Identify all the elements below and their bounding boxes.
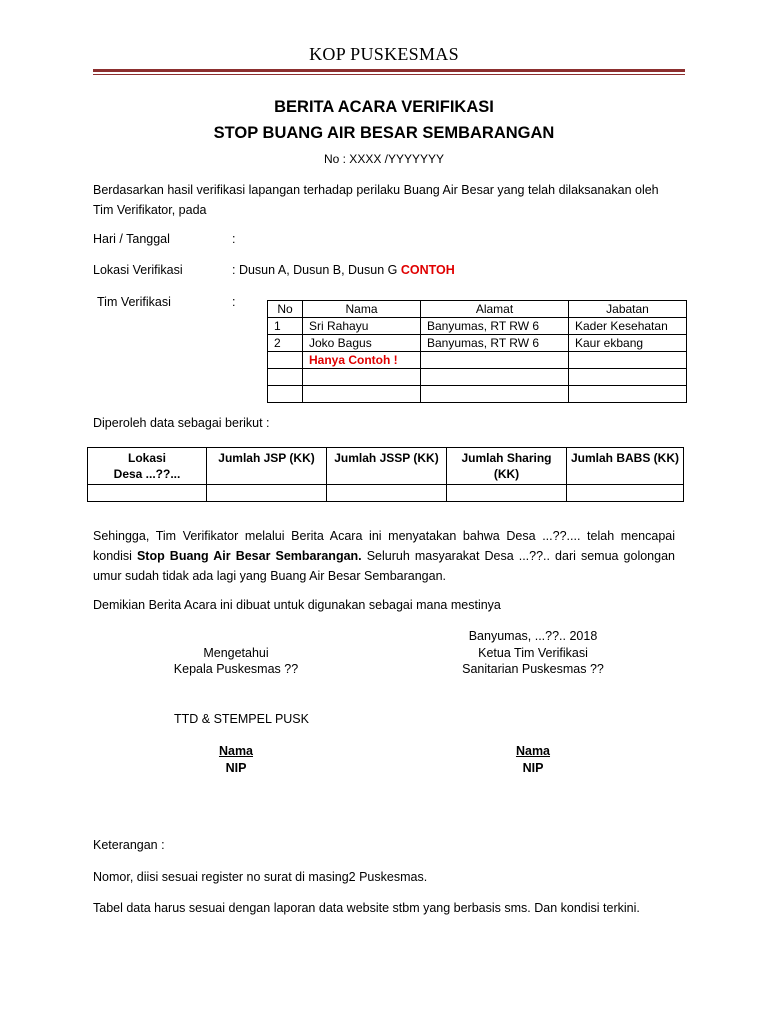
data-col-jsp: Jumlah JSP (KK) [207, 448, 327, 485]
field-label-lokasi: Lokasi Verifikasi [93, 263, 183, 277]
data-cell [567, 485, 684, 502]
team-cell-nama [303, 369, 421, 386]
table-row [268, 352, 687, 369]
statement-line-2-post: Seluruh masyarakat Desa ...??.. dari semua golongan [361, 549, 675, 563]
table-row [88, 485, 684, 502]
notes-item-1: Nomor, diisi sesuai register no surat di masing2 Puskesmas. [93, 870, 428, 884]
signature-left-title: Kepala Puskesmas ?? [173, 662, 299, 676]
field-label-tim: Tim Verifikasi [97, 295, 171, 309]
signature-right-title: Sanitarian Puskesmas ?? [462, 662, 604, 676]
signature-right-role: Ketua Tim Verifikasi [478, 646, 588, 660]
table-row [268, 335, 687, 352]
data-col-lokasi-line1: Lokasi [127, 451, 166, 465]
team-col-nama: Nama [303, 301, 421, 318]
table-row [268, 386, 687, 403]
intro-line-2: Tim Verifikator, pada [93, 203, 207, 217]
signature-left-nip: NIP [225, 761, 247, 775]
team-cell-nama [303, 386, 421, 403]
statement-line-2-pre: kondisi [93, 549, 137, 563]
team-example-note: Hanya Contoh ! [303, 352, 421, 369]
team-cell-no [268, 369, 303, 386]
signature-right-name: Nama [515, 744, 551, 758]
team-cell-jabatan [569, 369, 687, 386]
table-row [268, 318, 687, 335]
signature-left-role: Mengetahui [203, 646, 269, 660]
document-number: No : XXXX /YYYYYYY [323, 152, 445, 166]
intro-line-1: Berdasarkan hasil verifikasi lapangan terhadap perilaku Buang Air Besar yang telah dilaksanakan oleh [93, 183, 659, 197]
team-cell-nama: Joko Bagus [303, 335, 421, 352]
data-cell [447, 485, 567, 502]
data-col-sharing [447, 448, 567, 485]
data-col-lokasi-line2: Desa ...??... [113, 467, 181, 481]
team-cell-alamat: Banyumas, RT RW 6 [421, 335, 569, 352]
team-cell-nama: Sri Rahayu [303, 318, 421, 335]
data-cell [207, 485, 327, 502]
signature-right-nip: NIP [522, 761, 544, 775]
team-cell-no: 1 [268, 318, 303, 335]
data-col-babs: Jumlah BABS (KK) [567, 448, 684, 485]
lokasi-example-note: CONTOH [400, 263, 455, 277]
team-cell-no: 2 [268, 335, 303, 352]
field-colon-tim: : [232, 295, 236, 309]
team-cell-jabatan: Kaur ekbang [569, 335, 687, 352]
data-cell [327, 485, 447, 502]
closing-text: Demikian Berita Acara ini dibuat untuk digunakan sebagai mana mestinya [93, 598, 501, 612]
team-cell-jabatan: Kader Kesehatan [569, 318, 687, 335]
signature-stamp-placeholder: TTD & STEMPEL PUSK [174, 712, 309, 726]
data-col-sharing-line2: (KK) [493, 467, 520, 481]
statement-line-1: Sehingga, Tim Verifikator melalui Berita Acara ini menyatakan bahwa Desa ...??.... telah mencapai [93, 529, 675, 543]
statement-paragraph [93, 526, 675, 586]
data-col-lokasi [88, 448, 207, 485]
data-col-sharing-line1: Jumlah Sharing [461, 451, 552, 465]
team-col-no: No [268, 301, 303, 318]
lokasi-value: : Dusun A, Dusun B, Dusun G [232, 263, 398, 277]
team-cell-no [268, 352, 303, 369]
document-title: BERITA ACARA VERIFIKASI [274, 98, 494, 116]
team-cell-no [268, 386, 303, 403]
letterhead-rule-thick [93, 69, 685, 72]
team-col-jabatan: Jabatan [569, 301, 687, 318]
field-colon-hari: : [232, 232, 236, 246]
intro-paragraph [93, 180, 675, 220]
data-table-header [88, 448, 684, 485]
team-cell-alamat: Banyumas, RT RW 6 [421, 318, 569, 335]
signature-place-date: Banyumas, ...??.. 2018 [468, 629, 598, 643]
data-intro: Diperoleh data sebagai berikut : [93, 416, 270, 430]
statement-line-2 [93, 546, 675, 566]
signature-left-name: Nama [218, 744, 254, 758]
team-cell-alamat [421, 369, 569, 386]
notes-label: Keterangan : [93, 838, 165, 852]
data-col-jssp: Jumlah JSSP (KK) [327, 448, 447, 485]
statement-highlight: Stop Buang Air Besar Sembarangan. [136, 549, 362, 563]
data-table [87, 447, 684, 502]
notes-item-2: Tabel data harus sesuai dengan laporan data website stbm yang berbasis sms. Dan kondisi terkini. [93, 901, 640, 915]
team-cell-alamat [421, 386, 569, 403]
document-subtitle: STOP BUANG AIR BESAR SEMBARANGAN [213, 124, 555, 142]
team-table [267, 300, 687, 403]
team-cell-jabatan [569, 386, 687, 403]
letterhead-rule-thin [93, 74, 685, 75]
field-label-hari: Hari / Tanggal [93, 232, 170, 246]
statement-line-3: umur sudah tidak ada lagi yang Buang Air Besar Sembarangan. [93, 569, 447, 583]
team-table-header [268, 301, 687, 318]
letterhead-title: KOP PUSKESMAS [309, 44, 459, 64]
team-cell-jabatan [569, 352, 687, 369]
team-cell-alamat [421, 352, 569, 369]
table-row [268, 369, 687, 386]
team-col-alamat: Alamat [421, 301, 569, 318]
field-value-lokasi [232, 263, 455, 277]
data-cell [88, 485, 207, 502]
